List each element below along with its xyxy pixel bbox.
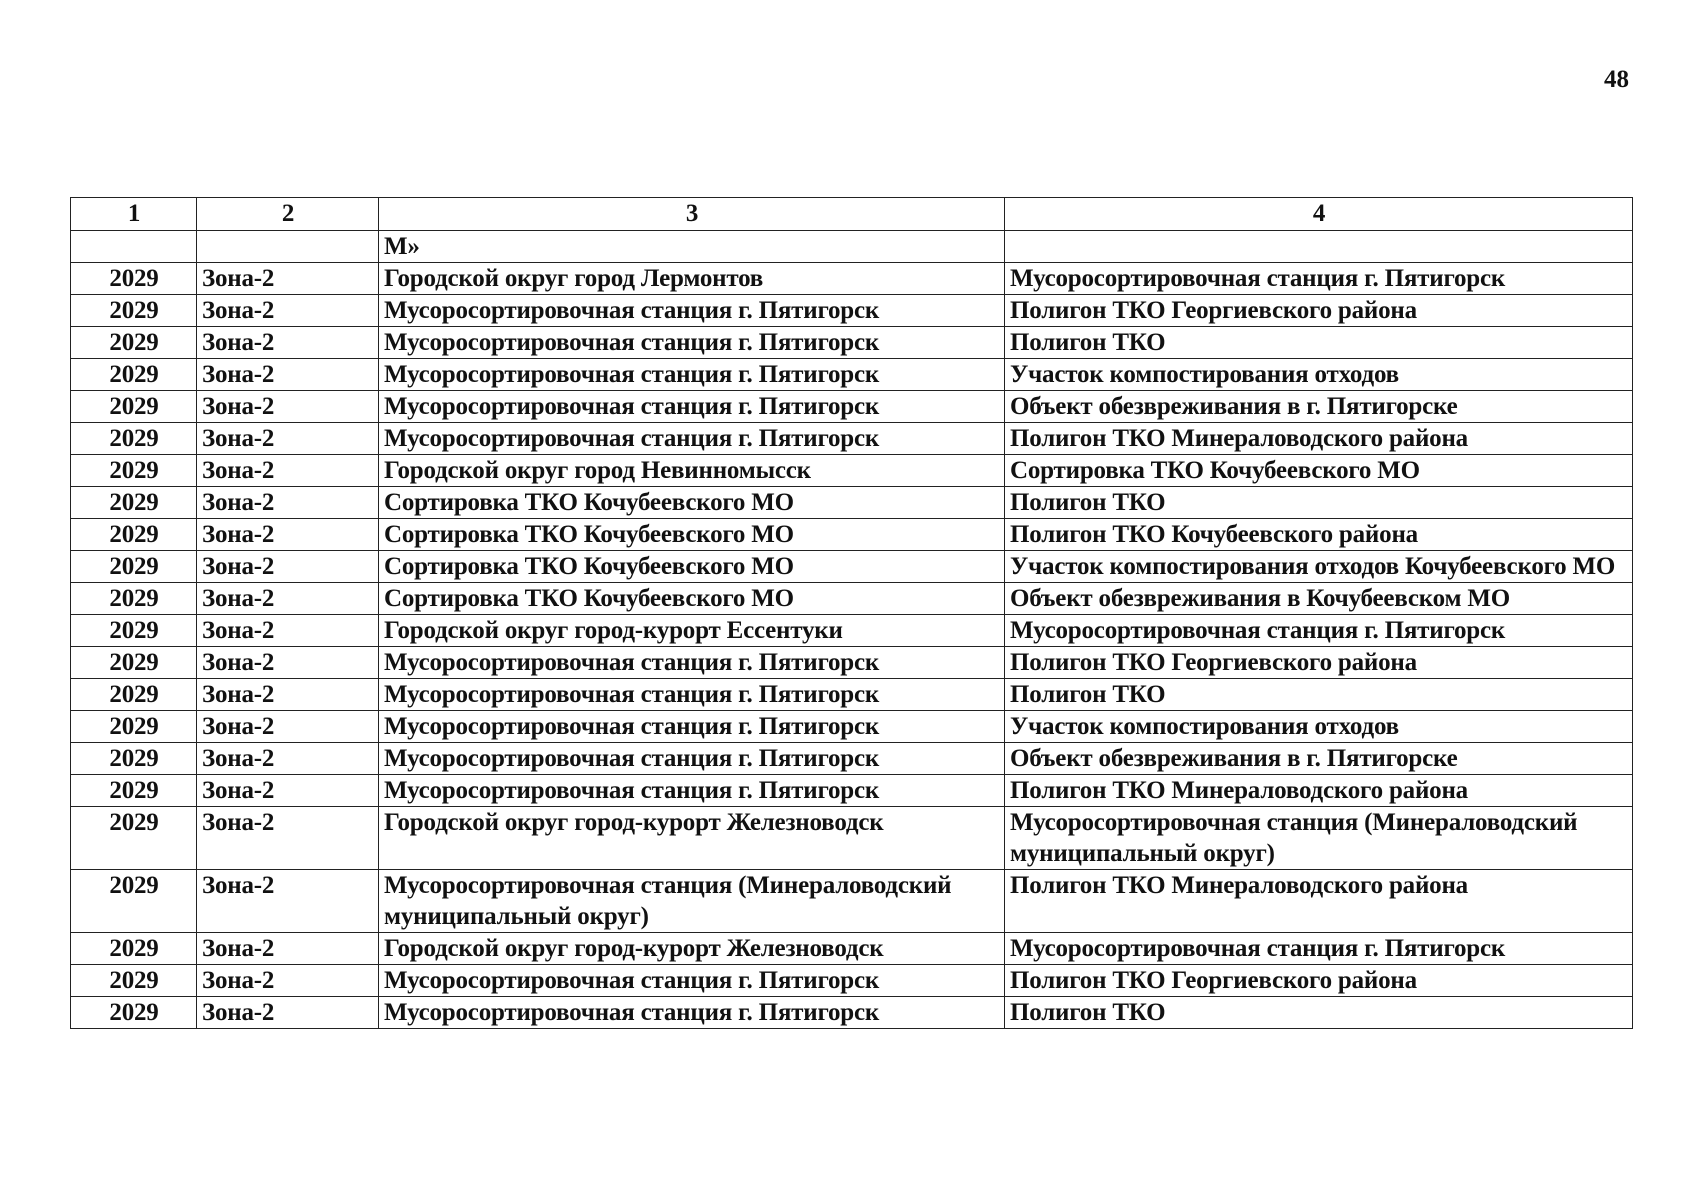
table-row <box>71 965 1633 997</box>
zone-cell: Зона-2 <box>197 647 379 679</box>
destination-cell: Полигон ТКО <box>1005 487 1633 519</box>
year-cell: 2029 <box>71 933 197 965</box>
table-row <box>71 711 1633 743</box>
year-cell: 2029 <box>71 615 197 647</box>
zone-cell: Зона-2 <box>197 487 379 519</box>
year-cell: 2029 <box>71 870 197 933</box>
zone-cell: Зона-2 <box>197 743 379 775</box>
zone-cell: Зона-2 <box>197 455 379 487</box>
table-row <box>71 519 1633 551</box>
column-header-4: 4 <box>1005 198 1633 231</box>
table-row <box>71 327 1633 359</box>
destination-cell: Мусоросортировочная станция (Минераловодский муниципальный округ) <box>1005 807 1633 870</box>
zone-cell: Зона-2 <box>197 583 379 615</box>
table-row <box>71 391 1633 423</box>
zone-cell: Зона-2 <box>197 775 379 807</box>
source-cell: Мусоросортировочная станция г. Пятигорск <box>379 711 1005 743</box>
destination-cell: Сортировка ТКО Кочубеевского МО <box>1005 455 1633 487</box>
source-cell: Мусоросортировочная станция г. Пятигорск <box>379 743 1005 775</box>
destination-cell: Полигон ТКО <box>1005 997 1633 1029</box>
page-number: 48 <box>1604 66 1629 93</box>
table-row <box>71 423 1633 455</box>
table-row <box>71 359 1633 391</box>
table-row <box>71 775 1633 807</box>
destination-cell: Полигон ТКО Минераловодского района <box>1005 870 1633 933</box>
destination-cell: Мусоросортировочная станция г. Пятигорск <box>1005 615 1633 647</box>
source-cell: Городской округ город-курорт Железноводск <box>379 933 1005 965</box>
table-row <box>71 487 1633 519</box>
zone-cell: Зона-2 <box>197 711 379 743</box>
table-row <box>71 807 1633 870</box>
table-row <box>71 997 1633 1029</box>
year-cell: 2029 <box>71 455 197 487</box>
source-cell: Городской округ город Лермонтов <box>379 263 1005 295</box>
source-cell: Мусоросортировочная станция г. Пятигорск <box>379 647 1005 679</box>
destination-cell: Полигон ТКО Минераловодского района <box>1005 423 1633 455</box>
year-cell: 2029 <box>71 679 197 711</box>
column-header-1: 1 <box>71 198 197 231</box>
source-cell: Мусоросортировочная станция (Минераловодский муниципальный округ) <box>379 870 1005 933</box>
source-cell: Мусоросортировочная станция г. Пятигорск <box>379 359 1005 391</box>
continuation-cell-1 <box>71 231 197 263</box>
table-body <box>71 231 1633 1029</box>
year-cell: 2029 <box>71 583 197 615</box>
destination-cell: Полигон ТКО Георгиевского района <box>1005 965 1633 997</box>
table-row <box>71 615 1633 647</box>
zone-cell: Зона-2 <box>197 423 379 455</box>
year-cell: 2029 <box>71 295 197 327</box>
zone-cell: Зона-2 <box>197 997 379 1029</box>
destination-cell: Участок компостирования отходов <box>1005 359 1633 391</box>
destination-cell: Объект обезвреживания в г. Пятигорске <box>1005 743 1633 775</box>
zone-cell: Зона-2 <box>197 391 379 423</box>
zone-cell: Зона-2 <box>197 679 379 711</box>
source-cell: Мусоросортировочная станция г. Пятигорск <box>379 965 1005 997</box>
source-cell: Городской округ город-курорт Ессентуки <box>379 615 1005 647</box>
year-cell: 2029 <box>71 391 197 423</box>
destination-cell: Участок компостирования отходов <box>1005 711 1633 743</box>
year-cell: 2029 <box>71 807 197 870</box>
year-cell: 2029 <box>71 711 197 743</box>
year-cell: 2029 <box>71 423 197 455</box>
table-row <box>71 933 1633 965</box>
column-header-2: 2 <box>197 198 379 231</box>
destination-cell: Полигон ТКО Георгиевского района <box>1005 647 1633 679</box>
source-cell: Сортировка ТКО Кочубеевского МО <box>379 583 1005 615</box>
source-cell: Мусоросортировочная станция г. Пятигорск <box>379 997 1005 1029</box>
source-cell: Сортировка ТКО Кочубеевского МО <box>379 487 1005 519</box>
destination-cell: Полигон ТКО Минераловодского района <box>1005 775 1633 807</box>
year-cell: 2029 <box>71 519 197 551</box>
source-cell: Мусоросортировочная станция г. Пятигорск <box>379 423 1005 455</box>
routes-table <box>70 197 1633 1029</box>
table-row <box>71 647 1633 679</box>
destination-cell: Полигон ТКО Георгиевского района <box>1005 295 1633 327</box>
destination-cell: Объект обезвреживания в Кочубеевском МО <box>1005 583 1633 615</box>
year-cell: 2029 <box>71 551 197 583</box>
continuation-cell-2 <box>197 231 379 263</box>
table-row <box>71 583 1633 615</box>
year-cell: 2029 <box>71 743 197 775</box>
table-row <box>71 743 1633 775</box>
zone-cell: Зона-2 <box>197 359 379 391</box>
source-cell: Мусоросортировочная станция г. Пятигорск <box>379 391 1005 423</box>
source-cell: Городской округ город-курорт Железноводск <box>379 807 1005 870</box>
destination-cell: Объект обезвреживания в г. Пятигорске <box>1005 391 1633 423</box>
destination-cell: Участок компостирования отходов Кочубеевского МО <box>1005 551 1633 583</box>
zone-cell: Зона-2 <box>197 519 379 551</box>
source-cell: Мусоросортировочная станция г. Пятигорск <box>379 775 1005 807</box>
table-row <box>71 295 1633 327</box>
table-row <box>71 679 1633 711</box>
zone-cell: Зона-2 <box>197 295 379 327</box>
zone-cell: Зона-2 <box>197 965 379 997</box>
destination-cell: Мусоросортировочная станция г. Пятигорск <box>1005 933 1633 965</box>
table-row <box>71 870 1633 933</box>
destination-cell: Полигон ТКО <box>1005 679 1633 711</box>
year-cell: 2029 <box>71 997 197 1029</box>
table-row <box>71 263 1633 295</box>
year-cell: 2029 <box>71 263 197 295</box>
zone-cell: Зона-2 <box>197 327 379 359</box>
year-cell: 2029 <box>71 965 197 997</box>
zone-cell: Зона-2 <box>197 551 379 583</box>
zone-cell: Зона-2 <box>197 933 379 965</box>
header-row <box>71 198 1633 231</box>
table-row <box>71 455 1633 487</box>
year-cell: 2029 <box>71 327 197 359</box>
zone-cell: Зона-2 <box>197 263 379 295</box>
continuation-cell-3: М» <box>379 231 1005 263</box>
destination-cell: Мусоросортировочная станция г. Пятигорск <box>1005 263 1633 295</box>
continuation-row <box>71 231 1633 263</box>
destination-cell: Полигон ТКО Кочубеевского района <box>1005 519 1633 551</box>
source-cell: Сортировка ТКО Кочубеевского МО <box>379 551 1005 583</box>
year-cell: 2029 <box>71 487 197 519</box>
source-cell: Мусоросортировочная станция г. Пятигорск <box>379 295 1005 327</box>
table-row <box>71 551 1633 583</box>
year-cell: 2029 <box>71 647 197 679</box>
source-cell: Мусоросортировочная станция г. Пятигорск <box>379 679 1005 711</box>
zone-cell: Зона-2 <box>197 615 379 647</box>
source-cell: Городской округ город Невинномысск <box>379 455 1005 487</box>
destination-cell: Полигон ТКО <box>1005 327 1633 359</box>
year-cell: 2029 <box>71 775 197 807</box>
zone-cell: Зона-2 <box>197 807 379 870</box>
column-header-3: 3 <box>379 198 1005 231</box>
continuation-cell-4 <box>1005 231 1633 263</box>
source-cell: Мусоросортировочная станция г. Пятигорск <box>379 327 1005 359</box>
source-cell: Сортировка ТКО Кочубеевского МО <box>379 519 1005 551</box>
zone-cell: Зона-2 <box>197 870 379 933</box>
year-cell: 2029 <box>71 359 197 391</box>
